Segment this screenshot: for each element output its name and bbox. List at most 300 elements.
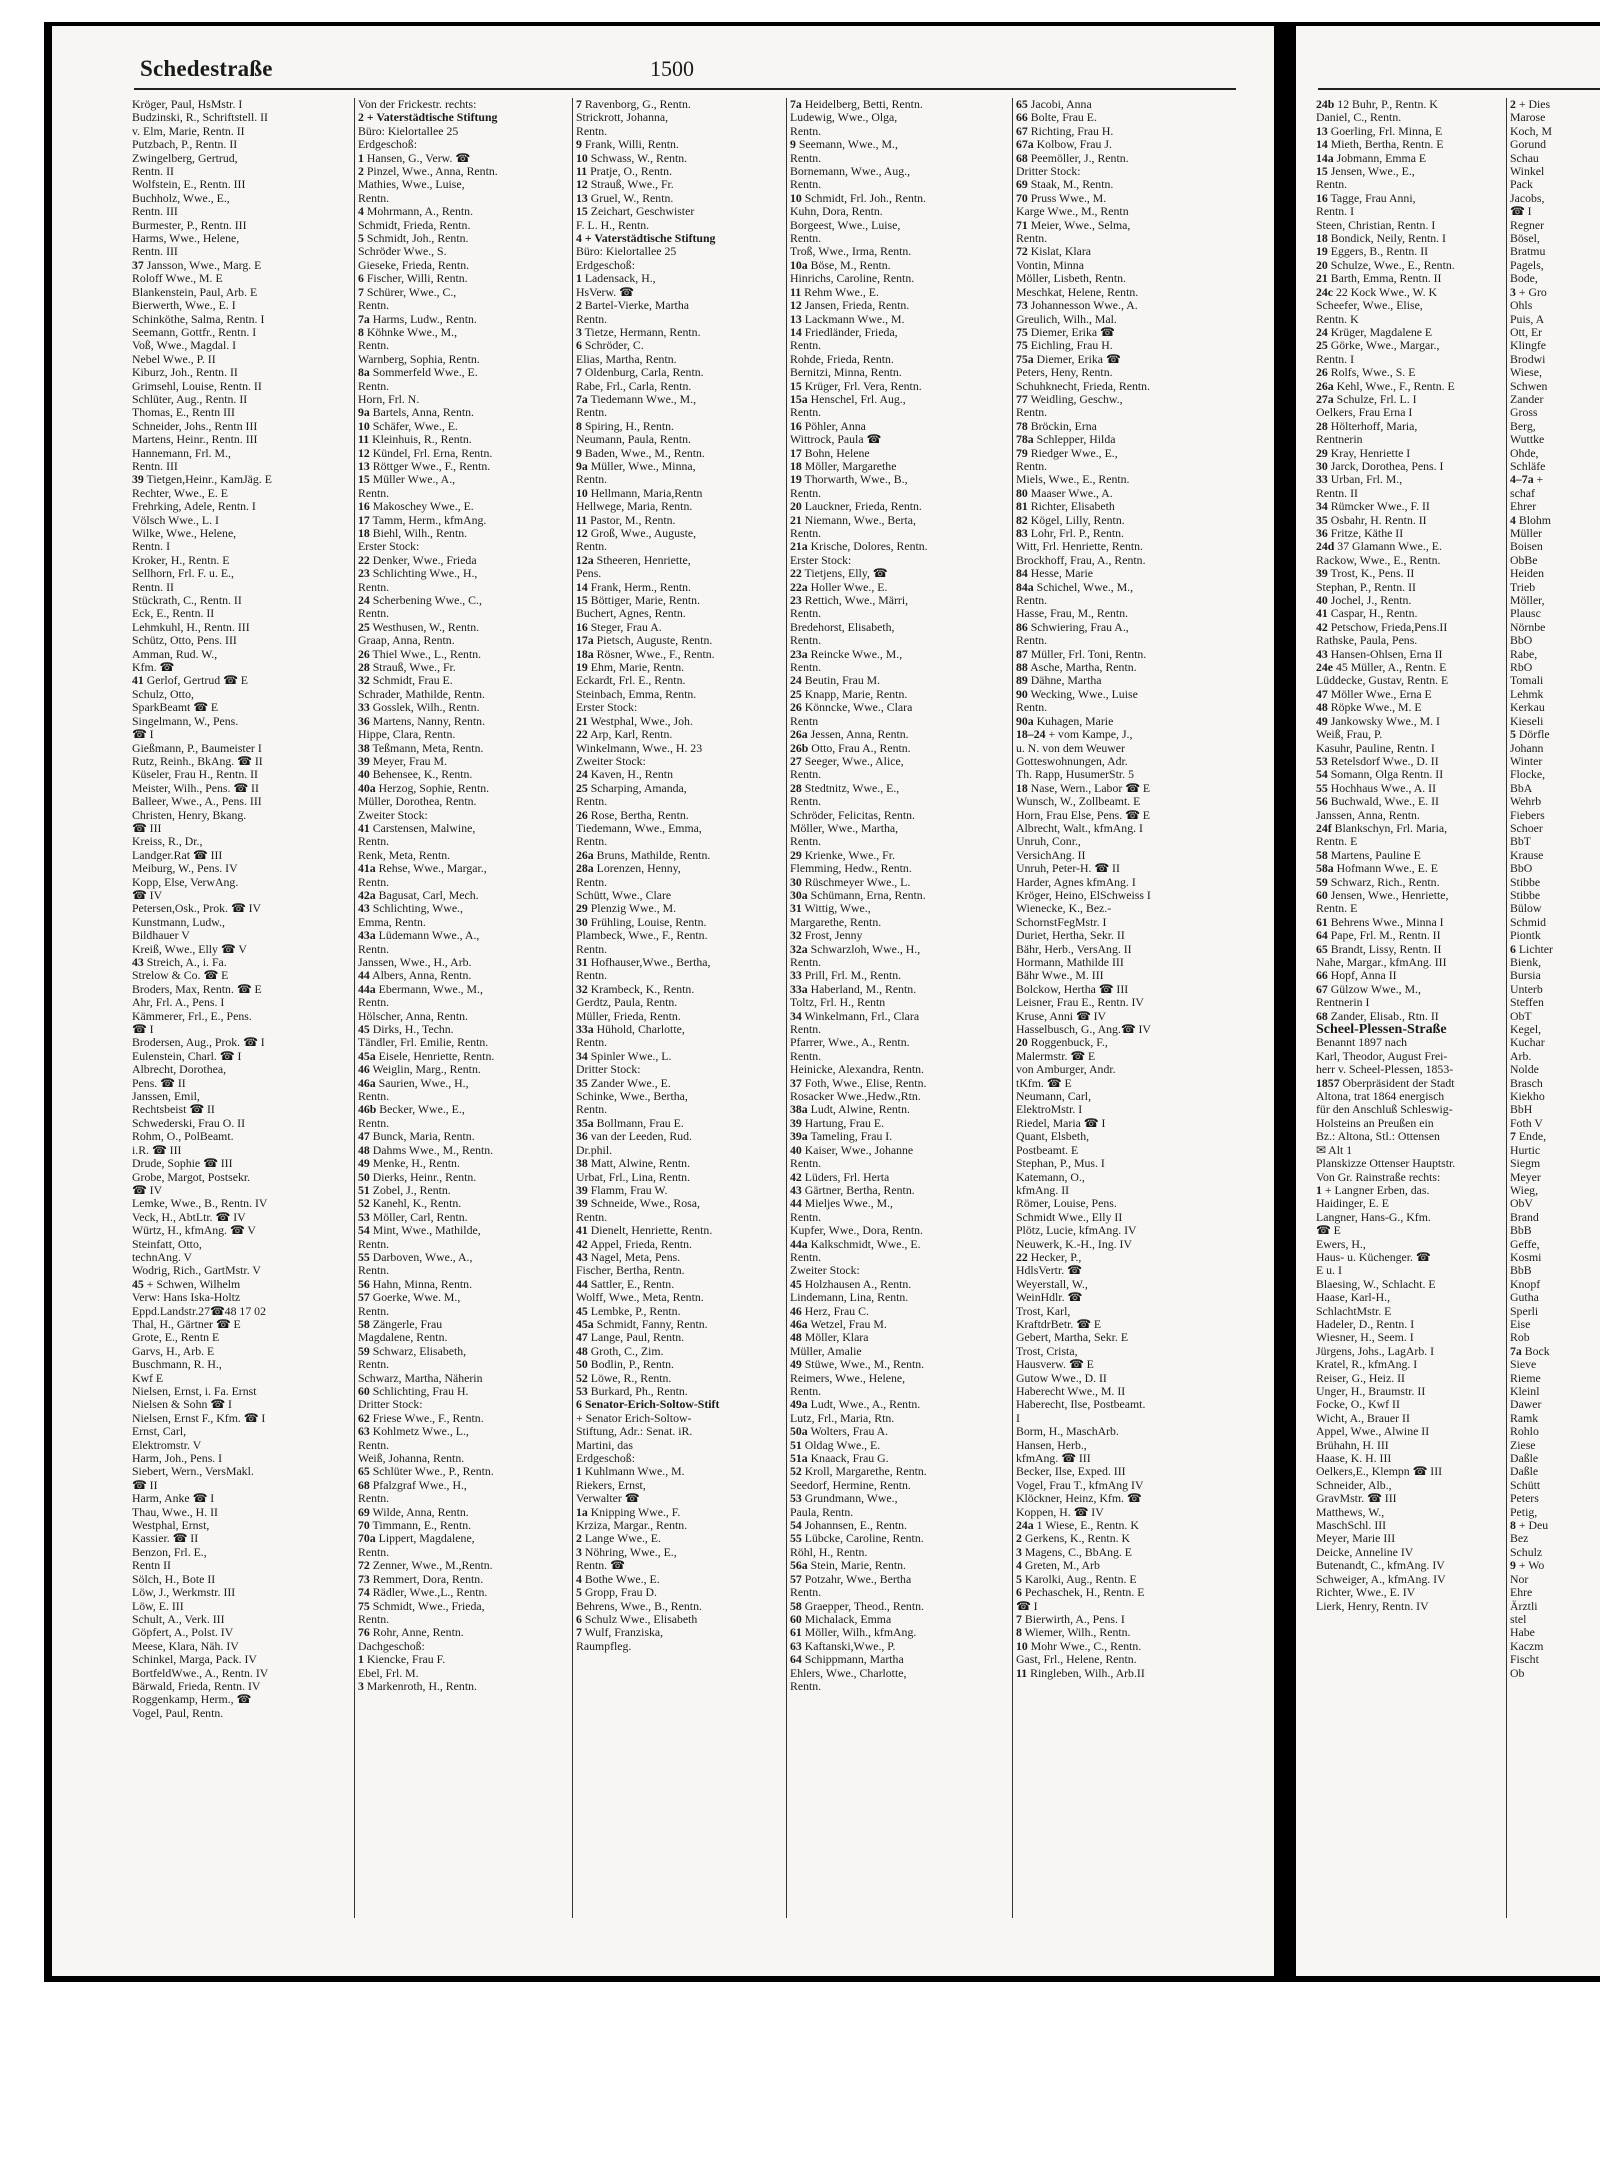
directory-entry: Rieme: [1510, 1370, 1541, 1385]
directory-entry: Brockhoff, Frau, A., Rentn.: [1016, 552, 1146, 567]
directory-entry: Dachgeschoß:: [358, 1638, 425, 1653]
house-number: 45: [358, 1022, 370, 1037]
directory-entry: Winkelmann, Wwe., H. 23: [576, 740, 703, 755]
directory-column-6: [1316, 98, 1504, 1928]
directory-entry: + Senator Erich-Soltow-: [576, 1410, 692, 1425]
directory-entry: Buchholz, Wwe., E.,: [132, 190, 230, 205]
directory-entry: 9 Frank, Willi, Rentn.: [576, 137, 679, 152]
directory-entry: 10 Mohr Wwe., C., Rentn.: [1016, 1638, 1142, 1653]
house-number: 28a: [576, 861, 594, 876]
house-number: 57: [358, 1290, 370, 1305]
directory-entry: BbT: [1510, 834, 1531, 849]
house-number: 7a: [790, 98, 802, 111]
directory-entry: Ramk: [1510, 1410, 1539, 1425]
house-number: 10: [576, 485, 588, 500]
directory-entry: Zander: [1510, 391, 1544, 406]
directory-entry: Rutz, Reinh., BkAng. ☎ II: [132, 753, 263, 768]
directory-entry: Gast, Frl., Helene, Rentn.: [1016, 1652, 1137, 1667]
directory-entry: Schneider, Johs., Rentn III: [132, 418, 258, 433]
directory-entry: Wolfstein, E., Rentn. III: [132, 177, 246, 192]
directory-entry: Rentn.: [358, 1089, 390, 1104]
house-number: 45a: [358, 1048, 376, 1063]
directory-entry: 32a Schwarzloh, Wwe., H.,: [790, 941, 921, 956]
house-number: 7: [576, 1625, 582, 1640]
house-number: 5: [1016, 1571, 1022, 1586]
directory-entry: Hadeler, D., Rentn. I: [1316, 1316, 1415, 1331]
directory-entry: Raumpfleg.: [576, 1638, 632, 1653]
directory-entry: 60 Jensen, Wwe., Henriette,: [1316, 887, 1449, 902]
house-number: 60: [1316, 887, 1328, 902]
directory-entry: Rentn.: [576, 941, 608, 956]
directory-entry: 24 Kaven, H., Rentn: [576, 767, 673, 782]
directory-entry: 13 Lackmann Wwe., M.: [790, 311, 905, 326]
house-number: 39: [1316, 566, 1328, 581]
directory-entry: Kfm. ☎: [132, 660, 175, 675]
house-number: 55: [358, 1249, 370, 1264]
house-number: 23a: [790, 646, 808, 661]
directory-entry: Meschkat, Helene, Rentn.: [1016, 284, 1139, 299]
directory-entry: Eck, E., Rentn. II: [132, 606, 215, 621]
directory-entry: Rathske, Paula, Pens.: [1316, 633, 1418, 648]
directory-entry: Neumann, Paula, Rentn.: [576, 432, 691, 447]
house-number: 19: [790, 472, 802, 487]
house-number: 35: [576, 1075, 588, 1090]
house-number: 26: [790, 700, 802, 715]
directory-entry: Erdgeschoß:: [576, 257, 635, 272]
directory-entry: Bähr, Herb., VersAng. II: [1016, 941, 1132, 956]
directory-entry: 68 Pfalzgraf Wwe., H.,: [358, 1477, 467, 1492]
directory-entry: 34 Spinler Wwe., L.: [576, 1048, 672, 1063]
directory-entry: Erster Stock:: [790, 552, 852, 567]
house-number: 11: [790, 284, 802, 299]
directory-entry: 51 Zobel, J., Rentn.: [358, 1182, 451, 1197]
directory-entry: Schrader, Mathilde, Rentn.: [358, 686, 485, 701]
directory-entry: 5 Dörfle: [1510, 727, 1550, 742]
directory-entry: Rentn. III: [132, 244, 178, 259]
house-number: 8a: [358, 365, 370, 380]
directory-entry: VersichAng. II: [1016, 847, 1086, 862]
house-number: 28: [358, 660, 370, 675]
house-number: 9a: [576, 458, 588, 473]
directory-entry: 78 Bröckin, Erna: [1016, 418, 1097, 433]
house-number: 53: [1316, 753, 1328, 768]
directory-entry: 57 Goerke, Wwe. M.,: [358, 1290, 461, 1305]
directory-entry: Stiftung, Adr.: Senat. iR.: [576, 1424, 693, 1439]
directory-entry: 15 Müller Wwe., A.,: [358, 472, 456, 487]
directory-entry: Pens.: [576, 566, 602, 581]
directory-entry: 75 Eichling, Frau H.: [1016, 338, 1113, 353]
directory-entry: Hasse, Frau, M., Rentn.: [1016, 606, 1129, 621]
directory-entry: 14 Mieth, Bertha, Rentn. E: [1316, 137, 1444, 152]
directory-entry: 15 Jensen, Wwe., E.,: [1316, 164, 1415, 179]
directory-entry: Tomali: [1510, 673, 1544, 688]
directory-column-2: [358, 98, 570, 1928]
directory-entry: 4–7a +: [1510, 472, 1544, 487]
directory-entry: 40 Behensee, K., Rentn.: [358, 767, 473, 782]
directory-entry: 60 Schlichting, Frau H.: [358, 1384, 469, 1398]
directory-entry: 9 Seemann, Wwe., M.,: [790, 137, 898, 152]
house-number: 41: [358, 820, 370, 835]
directory-entry: Rentn.: [358, 378, 390, 393]
directory-entry: Von der Frickestr. rechts:: [358, 98, 477, 111]
house-number: 14: [576, 579, 588, 594]
directory-entry: Göpfert, A., Polst. IV: [132, 1625, 234, 1640]
house-number: 43: [790, 1182, 802, 1197]
directory-entry: MaschSchl. III: [1316, 1518, 1387, 1533]
directory-entry: Koppen, H. ☎ IV: [1016, 1504, 1104, 1519]
directory-entry: Unruh, Conr.,: [1016, 834, 1081, 849]
directory-entry: I: [1016, 1410, 1020, 1425]
house-number: 22a: [790, 579, 808, 594]
directory-entry: 26 Rose, Bertha, Rentn.: [576, 807, 689, 822]
house-number: 46: [790, 1303, 802, 1318]
house-number: 81: [1016, 499, 1028, 514]
directory-entry: 1857 Oberpräsident der Stadt: [1316, 1075, 1455, 1090]
directory-entry: 46b Becker, Wwe., E.,: [358, 1102, 465, 1117]
directory-entry: 22 Denker, Wwe., Frieda: [358, 552, 477, 567]
directory-entry: 12 Jansen, Frieda, Rentn.: [790, 298, 910, 313]
directory-entry: Hausverw. ☎ E: [1016, 1357, 1094, 1372]
directory-entry: Scheefer, Wwe., Elise,: [1316, 298, 1423, 313]
directory-entry: Rentn.: [790, 231, 822, 246]
directory-entry: Rentn.: [790, 767, 822, 782]
directory-entry: Bz.: Altona, Stl.: Ottensen: [1316, 1129, 1440, 1144]
house-number: 83: [1016, 526, 1028, 540]
directory-entry: Puis, A: [1510, 311, 1545, 326]
directory-entry: Renk, Meta, Rentn.: [358, 847, 451, 862]
directory-entry: Rentn.: [790, 338, 822, 353]
directory-entry: Lindemann, Lina, Rentn.: [790, 1290, 909, 1305]
directory-entry: Siebert, Wern., VersMakl.: [132, 1464, 254, 1479]
directory-entry: Rentn. K: [1316, 311, 1359, 326]
house-number: 16: [1316, 190, 1328, 205]
directory-entry: Rentn: [790, 713, 819, 728]
directory-entry: Sellhorn, Frl. F. u. E.,: [132, 566, 234, 581]
directory-entry: Klöckner, Heinz, Kfm. ☎: [1016, 1491, 1142, 1506]
directory-entry: SparkBeamt ☎ E: [132, 700, 219, 715]
directory-entry: Marose: [1510, 110, 1546, 125]
directory-entry: Brasch: [1510, 1075, 1543, 1090]
directory-entry: 30 Rüschmeyer Wwe., L.: [790, 874, 911, 889]
directory-entry: 35a Bollmann, Frau E.: [576, 1115, 684, 1130]
directory-entry: HdlsVertr. ☎: [1016, 1263, 1082, 1278]
directory-entry: Sölch, H., Bote II: [132, 1571, 216, 1586]
directory-entry: 34 Winkelmann, Frl., Clara: [790, 1008, 920, 1023]
directory-entry: 11 Pratje, O., Rentn.: [576, 164, 673, 179]
directory-entry: 23 Schlichting Wwe., H.,: [358, 566, 478, 581]
directory-entry: Bildhauer V: [132, 928, 190, 943]
directory-entry: Katemann, O.,: [1016, 1169, 1085, 1184]
directory-entry: Rentn.: [790, 633, 822, 648]
house-number: 51: [358, 1182, 370, 1197]
directory-entry: Rentn.: [790, 794, 822, 809]
house-number: 75: [1016, 324, 1028, 339]
house-number: 8: [576, 418, 582, 433]
directory-entry: Rentn.: [358, 298, 390, 313]
house-number: 86: [1016, 619, 1028, 634]
directory-entry: 80 Maaser Wwe., A.: [1016, 485, 1113, 500]
directory-entry: 45a Eisele, Henriette, Rentn.: [358, 1048, 495, 1063]
directory-entry: 4 Blohm: [1510, 512, 1551, 527]
directory-entry: Wuttke: [1510, 432, 1545, 447]
directory-entry: Leisner, Frau E., Rentn. IV: [1016, 995, 1144, 1010]
directory-entry: 50 Bodlin, P., Rentn.: [576, 1357, 674, 1372]
directory-entry: 44 Mieljes Wwe., M.,: [790, 1196, 893, 1211]
directory-entry: Klingfe: [1510, 338, 1547, 353]
house-number: 1: [1316, 1182, 1322, 1197]
house-number: 67: [1316, 981, 1328, 996]
directory-entry: Bolckow, Hertha ☎ III: [1016, 981, 1129, 996]
house-number: 18: [358, 526, 370, 540]
directory-entry: Wicht, A., Brauer II: [1316, 1410, 1410, 1425]
house-number: 49a: [790, 1397, 808, 1412]
directory-entry: Albrecht, Walt., kfmAng. I: [1016, 820, 1143, 835]
directory-entry: Kegel,: [1510, 1022, 1542, 1037]
directory-entry: 69 Staak, M., Rentn.: [1016, 177, 1114, 192]
directory-entry: Ziese: [1510, 1437, 1536, 1452]
directory-entry: Wolff, Wwe., Meta, Rentn.: [576, 1290, 704, 1305]
house-number: 5: [358, 231, 364, 246]
house-number: 30: [576, 914, 588, 929]
house-number: 8: [1016, 1625, 1022, 1640]
house-number: 48: [1316, 700, 1328, 715]
house-number: 46a: [358, 1075, 376, 1090]
directory-entry: Reiser, G., Heiz. II: [1316, 1370, 1405, 1385]
house-number: 29: [790, 847, 802, 862]
directory-entry: Harm, Joh., Pens. I: [132, 1451, 223, 1466]
directory-entry: Westphal, Ernst,: [132, 1518, 210, 1533]
directory-entry: Kassier. ☎ II: [132, 1531, 199, 1546]
directory-entry: 39 Meyer, Frau M.: [358, 753, 447, 768]
house-number: 8: [1510, 1518, 1516, 1533]
directory-entry: Müller: [1510, 526, 1543, 540]
directory-entry: Vontin, Minna: [1016, 257, 1084, 272]
directory-entry: Lutz, Frl., Maria, Rtn.: [790, 1410, 895, 1425]
house-number: 31: [576, 955, 588, 969]
directory-entry: 73 Johannesson Wwe., A.: [1016, 298, 1138, 313]
directory-entry: Bösel,: [1510, 231, 1540, 246]
house-number: 40a: [358, 780, 376, 795]
directory-entry: 66 Bolte, Frau E.: [1016, 110, 1097, 125]
directory-entry: 1a Knipping Wwe., F.: [576, 1504, 681, 1519]
directory-entry: Bez: [1510, 1531, 1529, 1546]
directory-entry: 28 Strauß, Wwe., Fr.: [358, 660, 456, 675]
directory-entry: Grobe, Margot, Postsekr.: [132, 1169, 251, 1184]
directory-entry: Bernitzi, Minna, Rentn.: [790, 365, 902, 380]
house-number: 26a: [576, 847, 594, 862]
directory-entry: Scheel-Plessen-Straße: [1316, 1022, 1447, 1038]
house-number: 64: [1316, 928, 1328, 943]
directory-entry: 8 + Deu: [1510, 1518, 1549, 1533]
directory-entry: i.R. ☎ III: [132, 1142, 182, 1157]
directory-entry: 43 Hansen-Ohlsen, Erna II: [1316, 646, 1443, 661]
directory-entry: 39 Flamm, Frau W.: [576, 1182, 668, 1197]
house-number: 39: [576, 1196, 588, 1211]
directory-entry: Zweiter Stock:: [576, 753, 646, 768]
directory-entry: 12 Strauß, Wwe., Fr.: [576, 177, 674, 192]
directory-entry: Steinbach, Emma, Rentn.: [576, 686, 697, 701]
house-number: 5: [576, 1585, 582, 1600]
directory-entry: 37 Jansson, Wwe., Marg. E: [132, 257, 262, 272]
directory-entry: 7 Oldenburg, Carla, Rentn.: [576, 365, 704, 380]
directory-entry: 28 Stedtnitz, Wwe., E.,: [790, 780, 900, 795]
directory-entry: Rentn II: [132, 1558, 171, 1573]
directory-entry: Küseler, Frau H., Rentn. II: [132, 767, 258, 782]
directory-entry: 90a Kuhagen, Marie: [1016, 713, 1114, 728]
house-number: 59: [358, 1343, 370, 1358]
directory-entry: 4 Greten, M., Arb: [1016, 1558, 1100, 1573]
directory-entry: Rentn.: [1016, 405, 1048, 420]
house-number: 50a: [790, 1424, 808, 1439]
directory-entry: Rentn.: [1316, 177, 1348, 192]
directory-entry: Rentn. II: [132, 164, 174, 179]
directory-entry: Rentn.: [576, 472, 608, 487]
directory-entry: 26a Jessen, Anna, Rentn.: [790, 727, 909, 742]
directory-entry: 56 Buchwald, Wwe., E. II: [1316, 794, 1439, 809]
directory-entry: 32 Schmidt, Frau E.: [358, 673, 453, 688]
directory-entry: Buchert, Agnes, Rentn.: [576, 606, 686, 621]
directory-entry: 43 Gärtner, Bertha, Rentn.: [790, 1182, 915, 1197]
directory-entry: 65 Jacobi, Anna: [1016, 98, 1092, 111]
directory-entry: Nebel Wwe., P. II: [132, 351, 216, 366]
directory-entry: 73 Remmert, Dora, Rentn.: [358, 1571, 484, 1586]
directory-entry: 18 Nase, Wern., Labor ☎ E: [1016, 780, 1151, 795]
directory-entry: Haberecht Wwe., M. II: [1016, 1384, 1126, 1398]
directory-entry: Magdalene, Rentn.: [358, 1330, 448, 1345]
directory-entry: Postbeamt. E: [1016, 1142, 1079, 1157]
street-heading: Schedestraße: [140, 56, 273, 81]
house-number: 90a: [1016, 713, 1034, 728]
directory-entry: 1 Hansen, G., Verw. ☎: [358, 150, 471, 165]
house-number: 2: [358, 164, 364, 179]
directory-entry: Wunsch, W., Zollbeamt. E: [1016, 794, 1141, 809]
directory-entry: Trieb: [1510, 579, 1536, 594]
directory-entry: Quant, Elsbeth,: [1016, 1129, 1090, 1144]
house-number: 25: [1316, 338, 1328, 353]
directory-entry: 53 Retelsdorf Wwe., D. II: [1316, 753, 1439, 768]
directory-entry: Neuwerk, K.-H., Ing. IV: [1016, 1236, 1132, 1251]
house-number: 35a: [576, 1115, 594, 1130]
directory-entry: 30a Schümann, Erna, Rentn.: [790, 887, 926, 902]
directory-entry: Schläfe: [1510, 458, 1546, 473]
house-number: 15: [576, 204, 588, 219]
directory-entry: 77 Weidling, Geschw.,: [1016, 391, 1123, 406]
directory-entry: 11 Kleinhuis, R., Rentn.: [358, 432, 472, 447]
directory-entry: Rohde, Frieda, Rentn.: [790, 351, 894, 366]
directory-entry: Richter, Wwe., E. IV: [1316, 1585, 1416, 1600]
house-number: 20: [1316, 257, 1328, 272]
directory-entry: 27 Seeger, Wwe., Alice,: [790, 753, 904, 768]
directory-entry: Rentn.: [358, 874, 390, 889]
directory-entry: 79 Riedger Wwe., E.,: [1016, 445, 1118, 460]
directory-entry: Graap, Anna, Rentn.: [358, 633, 455, 648]
directory-entry: Meyer, Marie III: [1316, 1531, 1396, 1546]
directory-entry: 64 Pape, Frl. M., Rentn. II: [1316, 928, 1441, 943]
directory-entry: 7a Harms, Ludw., Rentn.: [358, 311, 477, 326]
house-number: 24: [1316, 324, 1328, 339]
directory-entry: 26 Thiel Wwe., L., Rentn.: [358, 646, 482, 661]
directory-entry: Schwarz, Martha, Näherin: [358, 1370, 483, 1385]
directory-entry: Löw, E. III: [132, 1598, 184, 1613]
directory-entry: Meese, Klara, Näh. IV: [132, 1638, 239, 1653]
directory-entry: Rentn.: [576, 311, 608, 326]
house-number: 35: [1316, 512, 1328, 527]
directory-entry: Bode,: [1510, 271, 1538, 286]
directory-entry: Lehmk: [1510, 686, 1544, 701]
directory-entry: 52 Kroll, Margarethe, Rentn.: [790, 1464, 927, 1479]
directory-entry: 24 Beutin, Frau M.: [790, 673, 881, 688]
directory-entry: Rentn.: [576, 539, 608, 554]
house-number: 15: [790, 378, 802, 393]
directory-entry: Siegm: [1510, 1156, 1541, 1171]
house-number: 7: [576, 98, 582, 111]
directory-column-3: [576, 98, 784, 1928]
directory-entry: Rentn. I: [1316, 204, 1355, 219]
directory-entry: Trost, Crista,: [1016, 1343, 1078, 1358]
directory-entry: 10 Schäfer, Wwe., E.: [358, 418, 458, 433]
directory-entry: Borm, H., MaschArb.: [1016, 1424, 1119, 1439]
directory-entry: Th. Rapp, HusumerStr. 5: [1016, 767, 1134, 782]
directory-entry: 16 Tagge, Frau Anni,: [1316, 190, 1416, 205]
directory-entry: Rentn.: [358, 1303, 390, 1318]
directory-entry: 28a Lorenzen, Henny,: [576, 861, 681, 876]
directory-entry: 6 Pechaschek, H., Rentn. E: [1016, 1585, 1145, 1600]
directory-entry: Johann: [1510, 740, 1544, 755]
directory-entry: 8 Wiemer, Wilh., Rentn.: [1016, 1625, 1131, 1640]
directory-entry: Ebel, Frl. M.: [358, 1665, 419, 1680]
house-number: 39: [358, 753, 370, 768]
directory-entry: 59 Schwarz, Rich., Rentn.: [1316, 874, 1440, 889]
directory-entry: 84 Hesse, Marie: [1016, 566, 1093, 581]
directory-entry: 44a Kalkschmidt, Wwe., E.: [790, 1236, 921, 1251]
directory-entry: Elias, Martha, Rentn.: [576, 351, 677, 366]
directory-entry: BbA: [1510, 780, 1533, 795]
house-number: 47: [576, 1330, 588, 1345]
directory-entry: 2 + Dies: [1510, 98, 1551, 111]
directory-entry: Rentn. I: [132, 539, 171, 554]
house-number: 42: [576, 1236, 588, 1251]
directory-entry: Butenandt, C., kfmAng. IV: [1316, 1558, 1445, 1573]
directory-entry: Kaczm: [1510, 1638, 1544, 1653]
directory-entry: Jürgens, Johs., LagArb. I: [1316, 1343, 1435, 1358]
directory-entry: Schmidt Wwe., Elly II: [1016, 1209, 1123, 1224]
house-number: 37: [132, 257, 144, 272]
house-number: 25: [358, 619, 370, 634]
directory-entry: Rentn. E: [1316, 834, 1358, 849]
house-number: 7: [1510, 1129, 1516, 1144]
directory-entry: Heiden: [1510, 566, 1545, 581]
directory-entry: Balleer, Wwe., A., Pens. III: [132, 794, 262, 809]
house-number: 2: [576, 298, 582, 313]
directory-entry: Müller, Frieda, Rentn.: [576, 1008, 681, 1023]
directory-entry: Regner: [1510, 217, 1545, 232]
directory-entry: 83 Lohr, Frl. P., Rentn.: [1016, 526, 1124, 540]
house-number: 4: [576, 231, 582, 246]
directory-entry: 46a Wetzel, Frau M.: [790, 1316, 887, 1331]
directory-entry: Roloff Wwe., M. E: [132, 271, 223, 286]
directory-entry: Schmid: [1510, 914, 1547, 929]
directory-entry: Rentn.: [790, 1384, 822, 1398]
directory-entry: Brand: [1510, 1209, 1539, 1224]
directory-entry: Rechtsbeist ☎ II: [132, 1102, 215, 1117]
directory-entry: 25 Görke, Wwe., Margar.,: [1316, 338, 1440, 353]
directory-entry: 89 Dähne, Martha: [1016, 673, 1102, 688]
directory-entry: F. L. H., Rentn.: [576, 217, 650, 232]
directory-entry: 18 Möller, Margarethe: [790, 458, 897, 473]
directory-entry: 63 Kaftanski,Wwe., P.: [790, 1638, 896, 1653]
house-number: 6: [1016, 1585, 1022, 1600]
directory-entry: Thau, Wwe., H. II: [132, 1504, 218, 1519]
